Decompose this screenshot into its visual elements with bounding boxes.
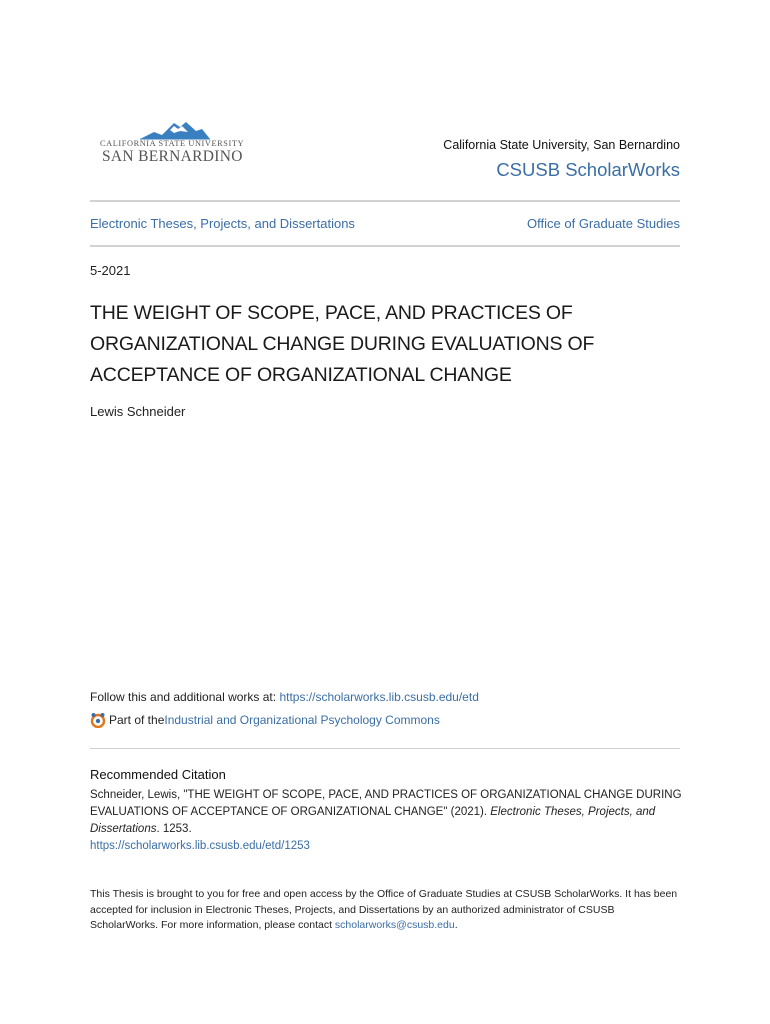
- citation-text: Schneider, Lewis, "THE WEIGHT OF SCOPE, PACE, AND PRACTICES OF ORGANIZATIONAL CHANGE DURING EVALUATIONS OF ACCEPTANCE OF ORGANIZATIONAL CHANGE" (2021).: [90, 789, 682, 818]
- nav-divider: [90, 245, 680, 247]
- notice-suffix: .: [454, 919, 458, 931]
- follow-line: [90, 690, 479, 704]
- citation-block: [90, 787, 685, 855]
- follow-url-link[interactable]: https://scholarworks.lib.csusb.edu/etd: [279, 690, 479, 704]
- collection-link[interactable]: Electronic Theses, Projects, and Dissertations: [90, 216, 355, 231]
- follow-prefix: Follow this and additional works at:: [90, 690, 280, 704]
- part-of-prefix: Part of the: [109, 713, 165, 727]
- logo-line2: SAN BERNARDINO: [102, 148, 243, 165]
- publication-date: 5-2021: [90, 263, 131, 278]
- citation-divider: [90, 748, 680, 749]
- department-link[interactable]: Office of Graduate Studies: [527, 216, 680, 231]
- citation-series: Electronic Theses, Projects, and Dissertations: [90, 806, 656, 835]
- contact-email-link[interactable]: scholarworks@csusb.edu: [334, 919, 455, 931]
- commons-link[interactable]: Industrial and Organizational Psychology Commons: [164, 713, 440, 727]
- institution-name: California State University, San Bernardino: [443, 138, 680, 152]
- document-title: THE WEIGHT OF SCOPE, PACE, AND PRACTICES OF ORGANIZATIONAL CHANGE DURING EVALUATIONS OF ACCEPTANCE OF ORGANIZATIONAL CHANGE: [90, 302, 595, 386]
- header-divider: [90, 200, 680, 202]
- network-commons-icon: [90, 712, 106, 728]
- logo-line1: CALIFORNIA STATE UNIVERSITY: [100, 139, 245, 148]
- part-of-line: [90, 712, 440, 728]
- author-name: Lewis Schneider: [90, 404, 186, 419]
- university-logo: [100, 120, 260, 172]
- citation-url-link[interactable]: https://scholarworks.lib.csusb.edu/etd/1253: [90, 840, 310, 852]
- repository-link[interactable]: CSUSB ScholarWorks: [496, 159, 680, 180]
- citation-heading: Recommended Citation: [90, 767, 226, 782]
- access-notice: [90, 887, 685, 934]
- citation-number: . 1253.: [156, 823, 192, 835]
- notice-text: This Thesis is brought to you for free and open access by the Office of Graduate Studies at CSUSB ScholarWorks. It has been accepted for inclusion in Electronic Theses, Projects, and Dissertations by an authorized administrator of CSUSB ScholarWorks. For more information, please contact: [90, 888, 678, 931]
- mountain-logo-icon: [140, 120, 210, 140]
